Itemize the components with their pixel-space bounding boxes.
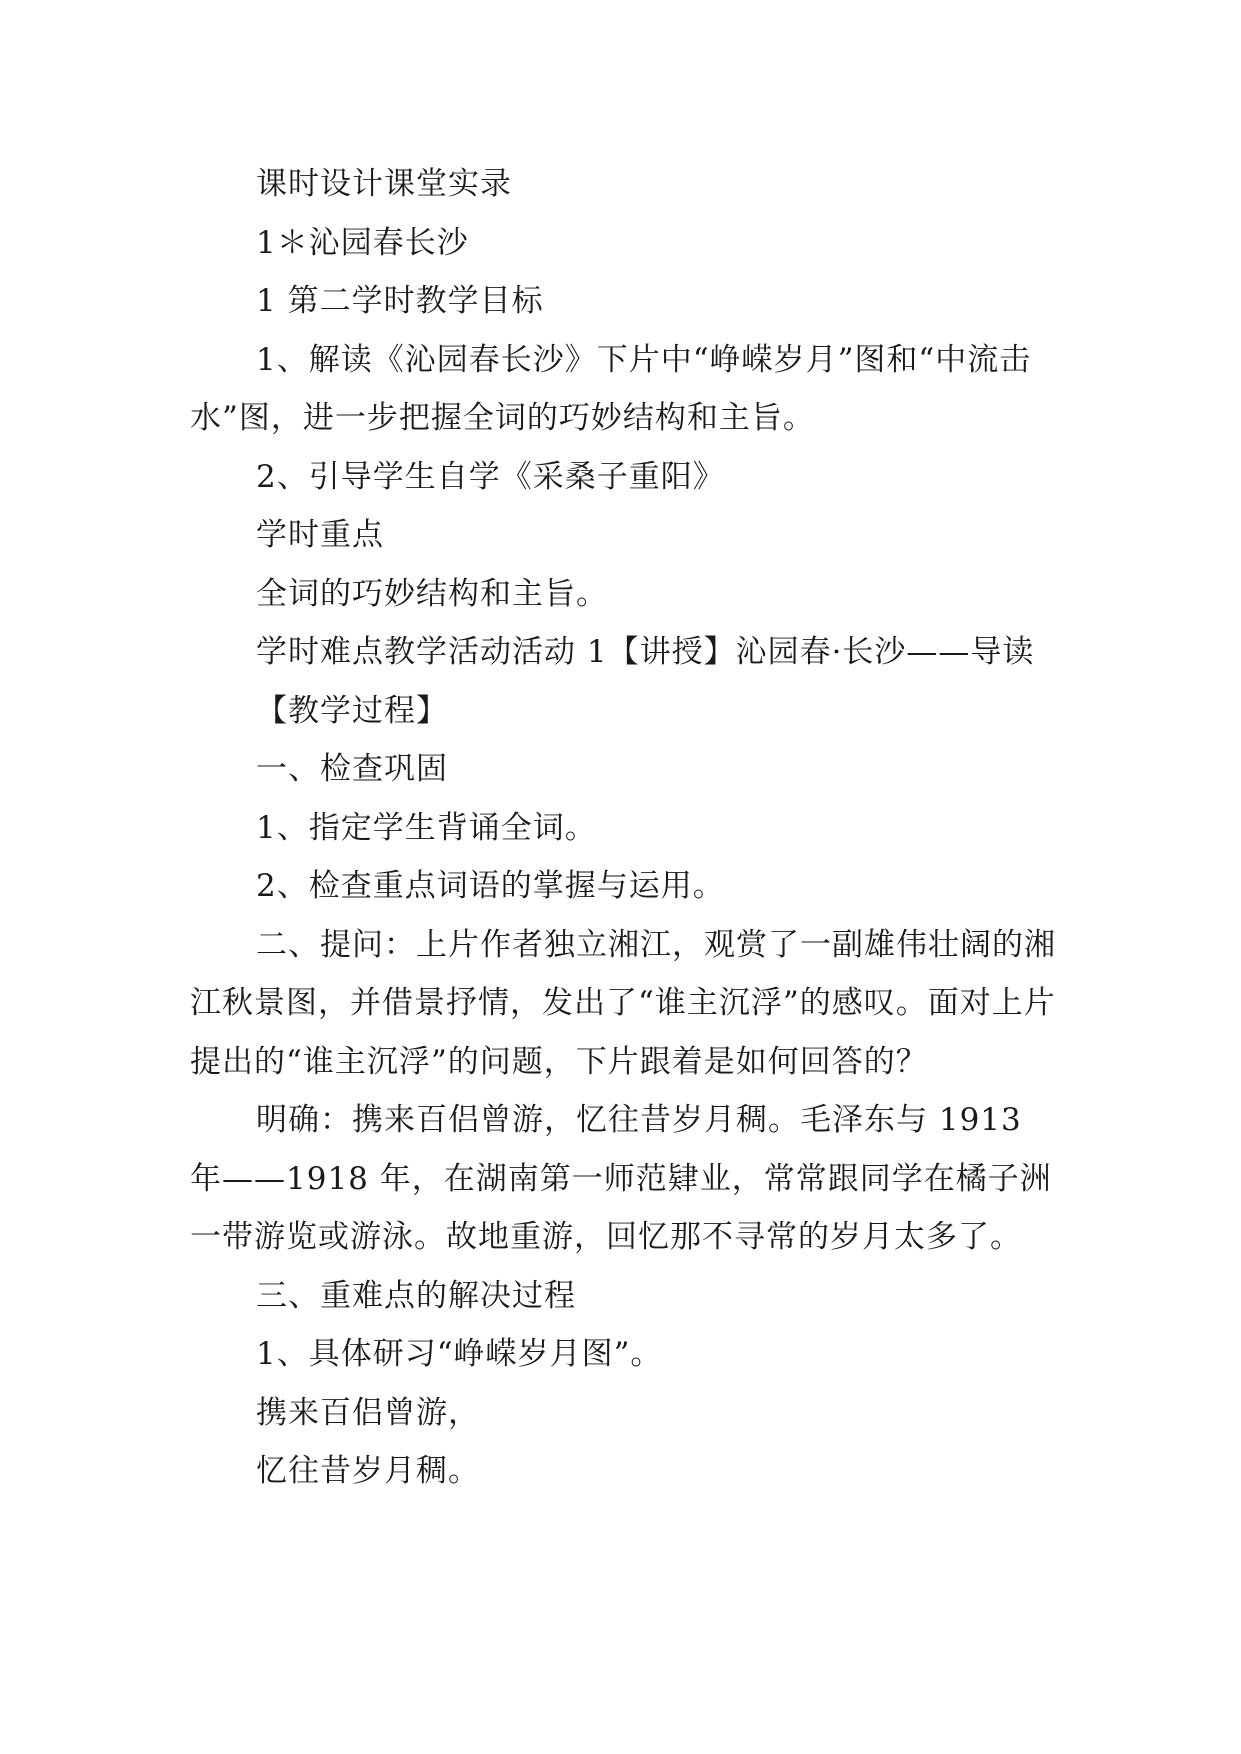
heading-lesson-record: 课时设计课堂实录 xyxy=(256,166,512,202)
section-key-difficulties: 三、重难点的解决过程 xyxy=(256,1277,576,1314)
section-question: 二、提问：上片作者独立湘江，观赏了一副雄伟壮阔的湘江秋景图，并借景抒情，发出了“谁主沉浮”的感叹。面对上片提出的“谁主沉浮”的问题，下片跟着是如何回答的？ xyxy=(190,926,1056,1080)
goal-item-1: 1、解读《沁园春长沙》下片中“峥嵘岁月”图和“中流击水”图，进一步把握全词的巧妙结构和主旨。 xyxy=(190,341,1032,436)
heading-key-points: 学时重点 xyxy=(256,517,384,553)
review-item-2: 2、检查重点词语的掌握与运用。 xyxy=(256,868,725,904)
heading-teaching-goals: 1 第二学时教学目标 xyxy=(256,283,544,319)
goal-item-2: 2、引导学生自学《采桑子重阳》 xyxy=(256,458,725,495)
study-item-1: 1、具体研习“峥嵘岁月图”。 xyxy=(256,1336,663,1372)
heading-difficulties-activity: 学时难点教学活动活动 1【讲授】沁园春·长沙——导读 xyxy=(256,634,1035,670)
section-review: 一、检查巩固 xyxy=(256,751,448,787)
review-item-1: 1、指定学生背诵全词。 xyxy=(256,809,597,846)
heading-teaching-process: 【教学过程】 xyxy=(256,692,448,729)
key-points-text: 全词的巧妙结构和主旨。 xyxy=(256,575,608,612)
poem-line-2: 忆往昔岁月稠。 xyxy=(256,1453,480,1489)
poem-line-1: 携来百侣曾游， xyxy=(256,1394,480,1431)
heading-poem-title: 1＊沁园春长沙 xyxy=(256,224,469,261)
answer-paragraph: 明确：携来百侣曾游，忆往昔岁月稠。毛泽东与 1913 年——1918 年，在湖南第一师范肄业，常常跟同学在橘子洲一带游览或游泳。故地重游，回忆那不寻常的岁月太多了。 xyxy=(190,1102,1052,1255)
document-body xyxy=(190,155,1060,1501)
